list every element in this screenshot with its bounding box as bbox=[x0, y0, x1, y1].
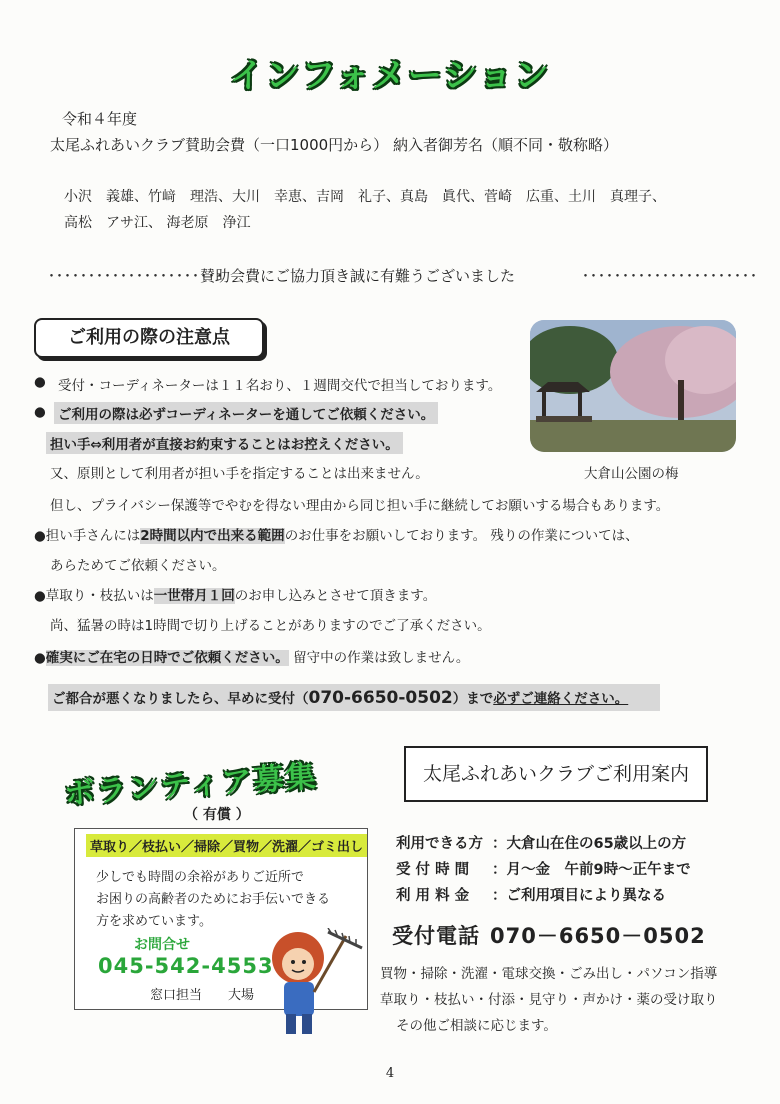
bullet-2: ● bbox=[34, 404, 46, 420]
volunteer-desc-3: 方を求めています。 bbox=[96, 914, 212, 929]
notice-heading: ご利用の際の注意点 bbox=[34, 318, 264, 358]
guide-row-1-value: ：大倉山在住の65歳以上の方 bbox=[492, 836, 687, 852]
guide-row-1-key: 利用できる方 bbox=[396, 836, 483, 852]
notice-line-11b: ）まで bbox=[452, 691, 494, 707]
notice-line-3: 担い手⇔利用者が直接お約束することはお控えください。 bbox=[46, 432, 403, 454]
dots-left: ･･････････････････････ bbox=[48, 269, 224, 285]
bullet-3: ● bbox=[34, 528, 46, 544]
notice-line-8b: 一世帯月１回 bbox=[153, 588, 235, 604]
notice-line-4: 又、原則として利用者が担い手を指定することは出来ません。 bbox=[50, 466, 429, 482]
notice-line-10 bbox=[34, 646, 469, 666]
notice-line-6b: 2時間以内で出来る範囲 bbox=[140, 528, 285, 544]
volunteer-desc-2: お困りの高齢者のためにお手伝いできる bbox=[96, 892, 331, 907]
guide-row-2-key: 受 付 時 間 bbox=[396, 862, 470, 878]
plum-photo bbox=[530, 320, 736, 452]
services-2: 草取り・枝払い・付添・見守り・声かけ・薬の受け取り bbox=[380, 992, 718, 1008]
guide-row-3-value: ：ご利用項目により異なる bbox=[492, 888, 666, 904]
guide-title: 太尾ふれあいクラブご利用案内 bbox=[404, 746, 708, 802]
dots-right: ･･････････････････････ bbox=[582, 269, 758, 285]
donor-subtitle: 太尾ふれあいクラブ賛助会費（一口1000円から） 納入者御芳名（順不同・敬称略） bbox=[50, 136, 618, 154]
volunteer-tags: 草取り／枝払い／掃除／買物／洗濯／ゴミ出し bbox=[86, 834, 367, 857]
page-number: 4 bbox=[385, 1066, 395, 1081]
notice-line-8 bbox=[34, 584, 436, 604]
notice-line-11c: 必ずご連絡ください。 bbox=[493, 691, 629, 707]
notice-line-6a: 担い手さんには bbox=[45, 528, 141, 544]
notice-tel: 070-6650-0502 bbox=[308, 688, 453, 708]
services-3: その他ご相談に応じます。 bbox=[396, 1018, 557, 1034]
photo-caption: 大倉山公園の梅 bbox=[584, 466, 679, 482]
reception-tel: 070－6650－0502 bbox=[490, 924, 706, 948]
volunteer-desc-1: 少しでも時間の余裕がありご近所で bbox=[96, 870, 305, 885]
inquiry-label: お問合せ bbox=[134, 937, 190, 953]
notice-line-6 bbox=[34, 524, 639, 544]
fiscal-year: 令和４年度 bbox=[62, 110, 138, 128]
notice-line-8a: 草取り・枝払いは bbox=[45, 588, 154, 604]
notice-line-10b: 留守中の作業は致しません。 bbox=[288, 650, 470, 666]
page-title: インフォメーション bbox=[229, 56, 551, 96]
notice-line-7: あらためてご依頼ください。 bbox=[50, 558, 226, 574]
volunteer-paid: （ 有償 ） bbox=[184, 807, 250, 823]
notice-line-2: ご利用の際は必ずコーディネーターを通してご依頼ください。 bbox=[54, 402, 438, 424]
bullet-4: ● bbox=[34, 588, 46, 604]
notice-line-11 bbox=[48, 684, 660, 711]
notice-line-6c: のお仕事をお願いしております。 残りの作業については、 bbox=[284, 528, 639, 544]
bullet-5: ● bbox=[34, 650, 46, 666]
thanks-message: 賛助会費にご協力頂き誠に有難うございました bbox=[200, 267, 516, 285]
notice-line-5: 但し、プライバシー保護等でやむを得ない理由から同じ担い手に継続してお願いする場合もあります。 bbox=[50, 498, 670, 514]
notice-line-11a: ご都合が悪くなりましたら、早めに受付（ bbox=[52, 691, 309, 707]
bullet-1: ● bbox=[34, 374, 46, 390]
notice-line-8c: のお申し込みとさせて頂きます。 bbox=[234, 588, 437, 604]
reception-tel-label: 受付電話 bbox=[392, 924, 480, 948]
mascot-illustration bbox=[262, 928, 372, 1044]
services-1: 買物・掃除・洗濯・電球交換・ごみ出し・パソコン指導 bbox=[380, 966, 718, 982]
volunteer-title: ボランティア募集 bbox=[63, 759, 319, 812]
donor-names-2: 高松 アサ江、 海老原 浄江 bbox=[64, 215, 251, 231]
volunteer-contact: 窓口担当 大場 bbox=[150, 988, 255, 1003]
donor-names-1: 小沢 義雄、竹﨑 理浩、大川 幸恵、吉岡 礼子、真島 眞代、菅崎 広重、土川 真理子、 bbox=[64, 189, 666, 205]
notice-line-10a: 確実にご在宅の日時でご依頼ください。 bbox=[45, 650, 289, 666]
notice-line-9: 尚、猛暑の時は1時間で切り上げることがありますのでご了承ください。 bbox=[50, 618, 491, 634]
volunteer-phone: 045-542-4553 bbox=[98, 954, 274, 978]
guide-row-3-key: 利 用 料 金 bbox=[396, 888, 470, 904]
guide-row-2-value: ：月～金 午前9時～正午まで bbox=[492, 862, 691, 878]
notice-line-1: 受付・コーディネーターは１１名おり、１週間交代で担当しております。 bbox=[58, 378, 502, 394]
